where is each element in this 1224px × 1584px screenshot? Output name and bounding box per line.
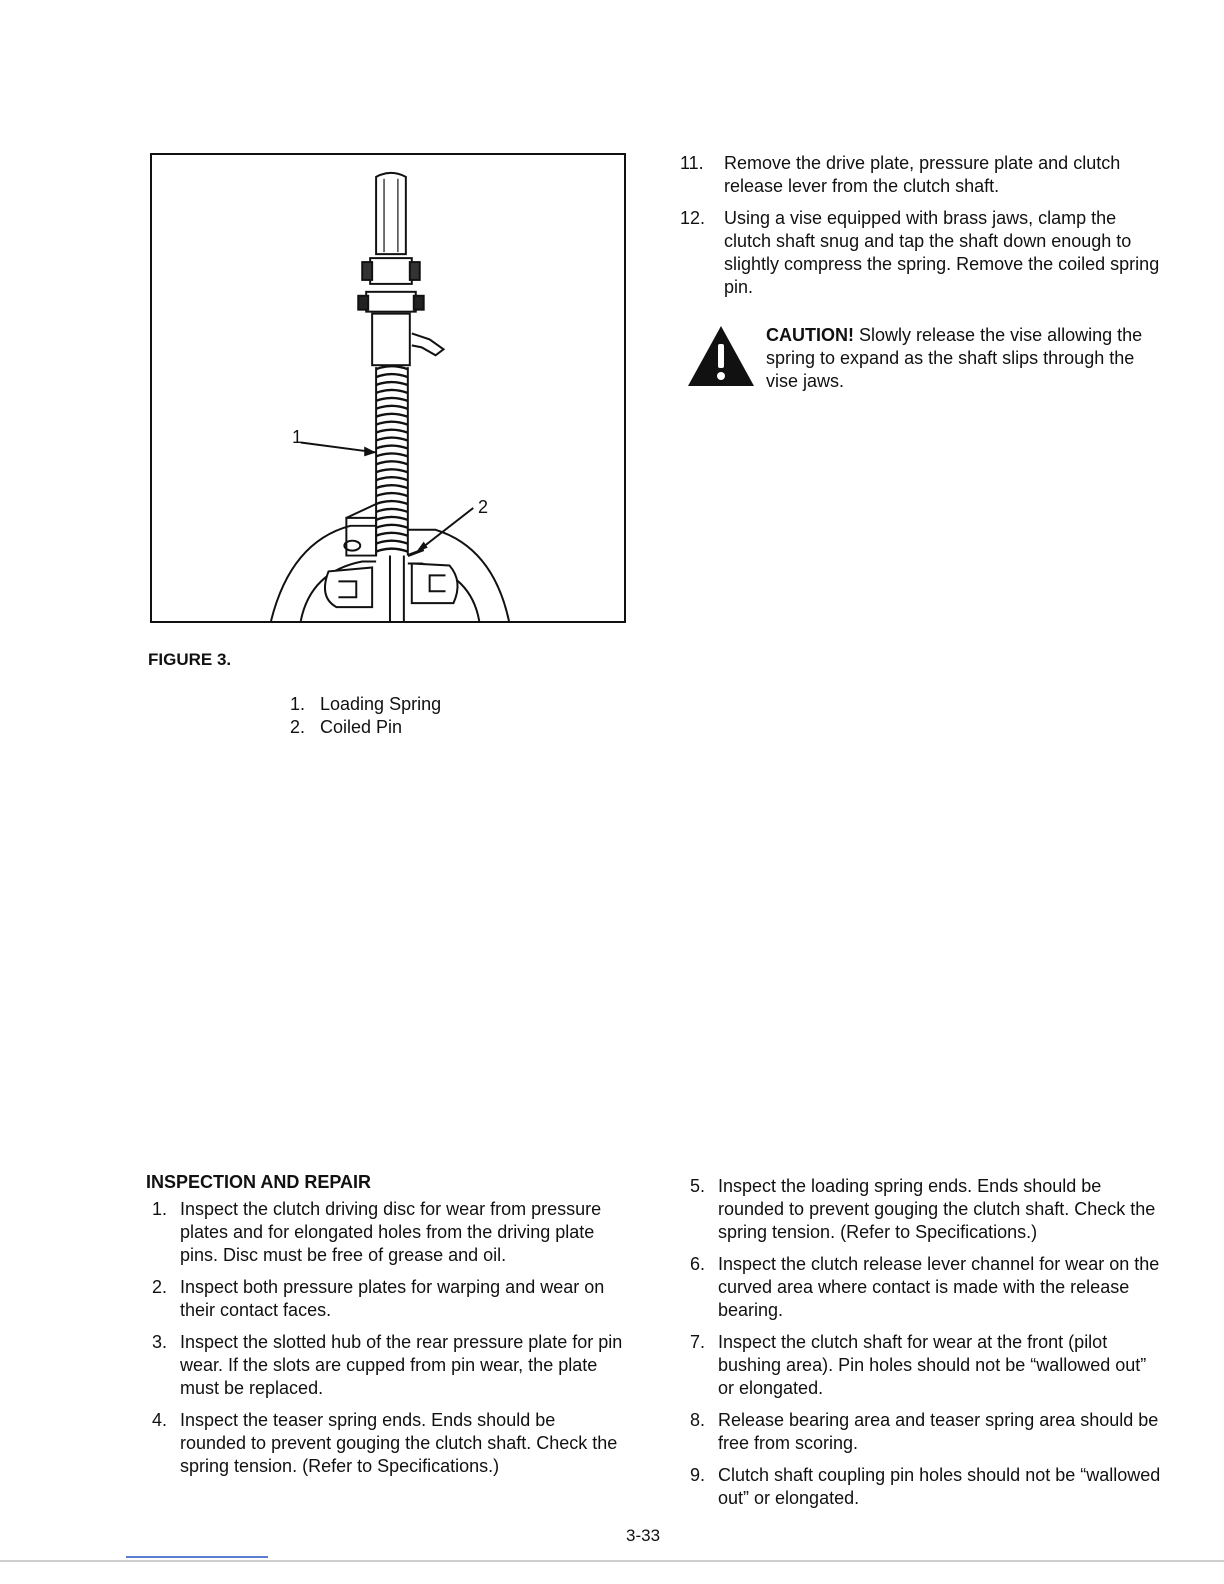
clutch-shaft-drawing [152, 155, 624, 621]
procedure-steps [680, 152, 1164, 308]
inspection-list-left [152, 1198, 624, 1487]
page-number: 3-33 [626, 1526, 661, 1545]
inspection-list-right [690, 1175, 1162, 1519]
inspection-item: 5. Inspect the loading spring ends. Ends should be rounded to prevent gouging the clutch shaft. Check the spring tension. (Refer to Specifications.) [690, 1176, 1156, 1242]
figure-caption: FIGURE 3. [148, 650, 232, 669]
inspection-item: 4. Inspect the teaser spring ends. Ends should be rounded to prevent gouging the clutch shaft. Check the spring tension. (Refer to Specifications.) [152, 1410, 618, 1476]
inspection-item: 3. Inspect the slotted hub of the rear pressure plate for pin wear. If the slots are cupped from pin wear, the plate must be replaced. [152, 1332, 623, 1398]
inspection-item: 7. Inspect the clutch shaft for wear at the front (pilot bushing area). Pin holes should not be “wallowed out” or elongated. [690, 1332, 1147, 1398]
callout-2: 2 [478, 497, 489, 517]
inspection-item: 8. Release bearing area and teaser spring area should be free from scoring. [690, 1410, 1159, 1453]
procedure-step: 11. Remove the drive plate, pressure plate and clutch release lever from the clutch shaft. [680, 153, 1121, 196]
footer-divider [0, 1560, 1224, 1562]
caution-body: Slowly release the vise allowing the spring to expand as the shaft slips through the vise jaws. [766, 325, 1143, 391]
figure-legend [290, 693, 441, 739]
legend-item: 2. Coiled Pin [290, 717, 403, 737]
inspection-item: 1. Inspect the clutch driving disc for wear from pressure plates and for elongated holes from the driving plate pins. Disc must be free of grease and oil. [152, 1199, 602, 1265]
caution-label: CAUTION! [766, 325, 854, 345]
legend-item: 1. Loading Spring [290, 694, 442, 714]
caution-note [686, 324, 1166, 394]
footer-accent-line [126, 1556, 268, 1558]
caution-text [766, 324, 1166, 394]
section-heading: INSPECTION AND REPAIR [146, 1172, 372, 1192]
inspection-item: 6. Inspect the clutch release lever channel for wear on the curved area where contact is made with the release bearing. [690, 1254, 1160, 1320]
procedure-step: 12. Using a vise equipped with brass jaws, clamp the clutch shaft snug and tap the shaft down enough to slightly compress the spring. Remove the coiled spring pin. [680, 208, 1160, 297]
inspection-item: 9. Clutch shaft coupling pin holes should not be “wallowed out” or elongated. [690, 1465, 1161, 1508]
callout-1: 1 [292, 427, 303, 447]
warning-triangle-icon [686, 324, 766, 394]
figure-3-illustration [150, 153, 626, 623]
inspection-item: 2. Inspect both pressure plates for warping and wear on their contact faces. [152, 1277, 605, 1320]
